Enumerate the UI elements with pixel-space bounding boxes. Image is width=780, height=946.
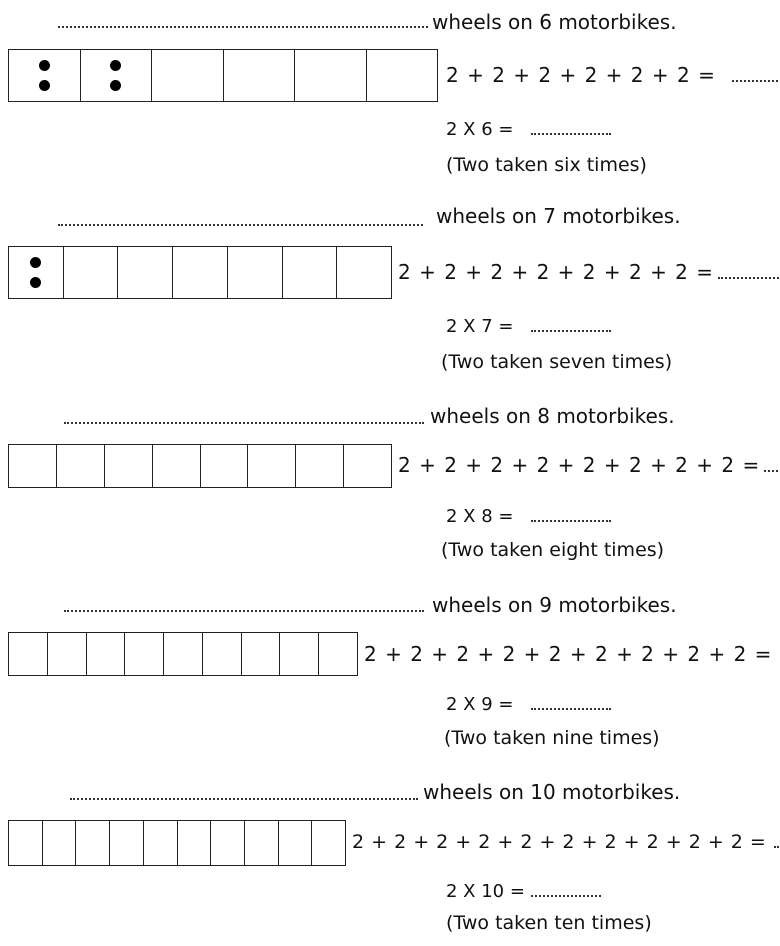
problem-heading: wheels on 8 motorbikes. (430, 404, 675, 428)
motorbike-box[interactable] (178, 821, 212, 865)
motorbike-box[interactable] (87, 633, 126, 675)
motorbike-box[interactable] (105, 445, 153, 487)
answer-blank-multiplication[interactable] (531, 708, 611, 710)
motorbike-box[interactable] (367, 50, 438, 101)
multiplication-equation: 2 X 8 = (446, 506, 514, 527)
motorbike-box[interactable] (9, 445, 57, 487)
wheel-dot (39, 80, 50, 91)
motorbike-box[interactable] (279, 821, 313, 865)
motorbike-box[interactable] (57, 445, 105, 487)
problem-heading: wheels on 10 motorbikes. (423, 780, 681, 804)
multiplication-equation: 2 X 7 = (446, 316, 514, 337)
motorbike-box[interactable] (245, 821, 279, 865)
motorbike-box[interactable] (296, 445, 344, 487)
motorbike-box[interactable] (201, 445, 249, 487)
wheel-strip (8, 632, 358, 676)
motorbike-box[interactable] (280, 633, 319, 675)
motorbike-box[interactable] (144, 821, 178, 865)
wheel-dot (30, 257, 41, 268)
answer-blank-multiplication[interactable] (531, 895, 601, 897)
motorbike-box[interactable] (211, 821, 245, 865)
problem-note: (Two taken six times) (446, 154, 647, 176)
motorbike-box[interactable] (337, 247, 391, 298)
answer-blank-multiplication[interactable] (531, 133, 611, 135)
motorbike-box[interactable] (9, 633, 48, 675)
motorbike-box[interactable] (43, 821, 77, 865)
problem-note: (Two taken seven times) (441, 351, 673, 373)
wheel-dot (110, 60, 121, 71)
motorbike-box[interactable] (125, 633, 164, 675)
motorbike-box[interactable] (48, 633, 87, 675)
addition-equation: 2 + 2 + 2 + 2 + 2 + 2 + 2 + 2 + 2 = (364, 642, 773, 666)
answer-blank-total[interactable] (64, 422, 424, 424)
motorbike-box[interactable] (9, 247, 64, 298)
wheel-strip (8, 820, 346, 866)
motorbike-box[interactable] (319, 633, 357, 675)
answer-blank-multiplication[interactable] (531, 330, 611, 332)
addition-equation: 2 + 2 + 2 + 2 + 2 + 2 + 2 + 2 + 2 + 2 = (352, 831, 767, 853)
problem-note: (Two taken nine times) (444, 727, 660, 749)
motorbike-box[interactable] (152, 50, 224, 101)
motorbike-box[interactable] (9, 50, 81, 101)
motorbike-box[interactable] (81, 50, 153, 101)
multiplication-equation: 2 X 9 = (446, 694, 514, 715)
wheel-strip (8, 49, 438, 102)
motorbike-box[interactable] (283, 247, 338, 298)
answer-blank-addition[interactable] (774, 846, 780, 848)
motorbike-box[interactable] (312, 821, 345, 865)
multiplication-equation: 2 X 6 = (446, 119, 514, 140)
motorbike-box[interactable] (110, 821, 144, 865)
motorbike-box[interactable] (295, 50, 367, 101)
wheel-strip (8, 444, 392, 488)
addition-equation: 2 + 2 + 2 + 2 + 2 + 2 + 2 = (398, 260, 715, 284)
problem-heading: wheels on 6 motorbikes. (432, 10, 677, 34)
wheel-dot (39, 60, 50, 71)
wheel-dot (30, 277, 41, 288)
motorbike-box[interactable] (228, 247, 283, 298)
answer-blank-addition[interactable] (764, 470, 780, 472)
motorbike-box[interactable] (64, 247, 119, 298)
motorbike-box[interactable] (173, 247, 228, 298)
problem-heading: wheels on 9 motorbikes. (432, 593, 677, 617)
answer-blank-total[interactable] (58, 224, 423, 226)
motorbike-box[interactable] (224, 50, 296, 101)
addition-equation: 2 + 2 + 2 + 2 + 2 + 2 = (446, 63, 716, 87)
motorbike-box[interactable] (242, 633, 281, 675)
answer-blank-addition[interactable] (732, 80, 780, 82)
motorbike-box[interactable] (118, 247, 173, 298)
motorbike-box[interactable] (76, 821, 110, 865)
answer-blank-total[interactable] (70, 798, 418, 800)
problem-heading: wheels on 7 motorbikes. (436, 204, 681, 228)
motorbike-box[interactable] (203, 633, 242, 675)
motorbike-box[interactable] (164, 633, 203, 675)
motorbike-box[interactable] (9, 821, 43, 865)
problem-note: (Two taken eight times) (441, 539, 665, 561)
multiplication-equation: 2 X 10 = (446, 881, 525, 902)
answer-blank-total[interactable] (64, 610, 424, 612)
motorbike-box[interactable] (153, 445, 201, 487)
answer-blank-total[interactable] (58, 26, 428, 28)
wheel-dot (110, 80, 121, 91)
motorbike-box[interactable] (344, 445, 391, 487)
answer-blank-multiplication[interactable] (531, 520, 611, 522)
addition-equation: 2 + 2 + 2 + 2 + 2 + 2 + 2 + 2 = (398, 453, 761, 477)
wheel-strip (8, 246, 392, 299)
motorbike-box[interactable] (248, 445, 296, 487)
answer-blank-addition[interactable] (718, 277, 780, 279)
problem-note: (Two taken ten times) (446, 912, 652, 934)
